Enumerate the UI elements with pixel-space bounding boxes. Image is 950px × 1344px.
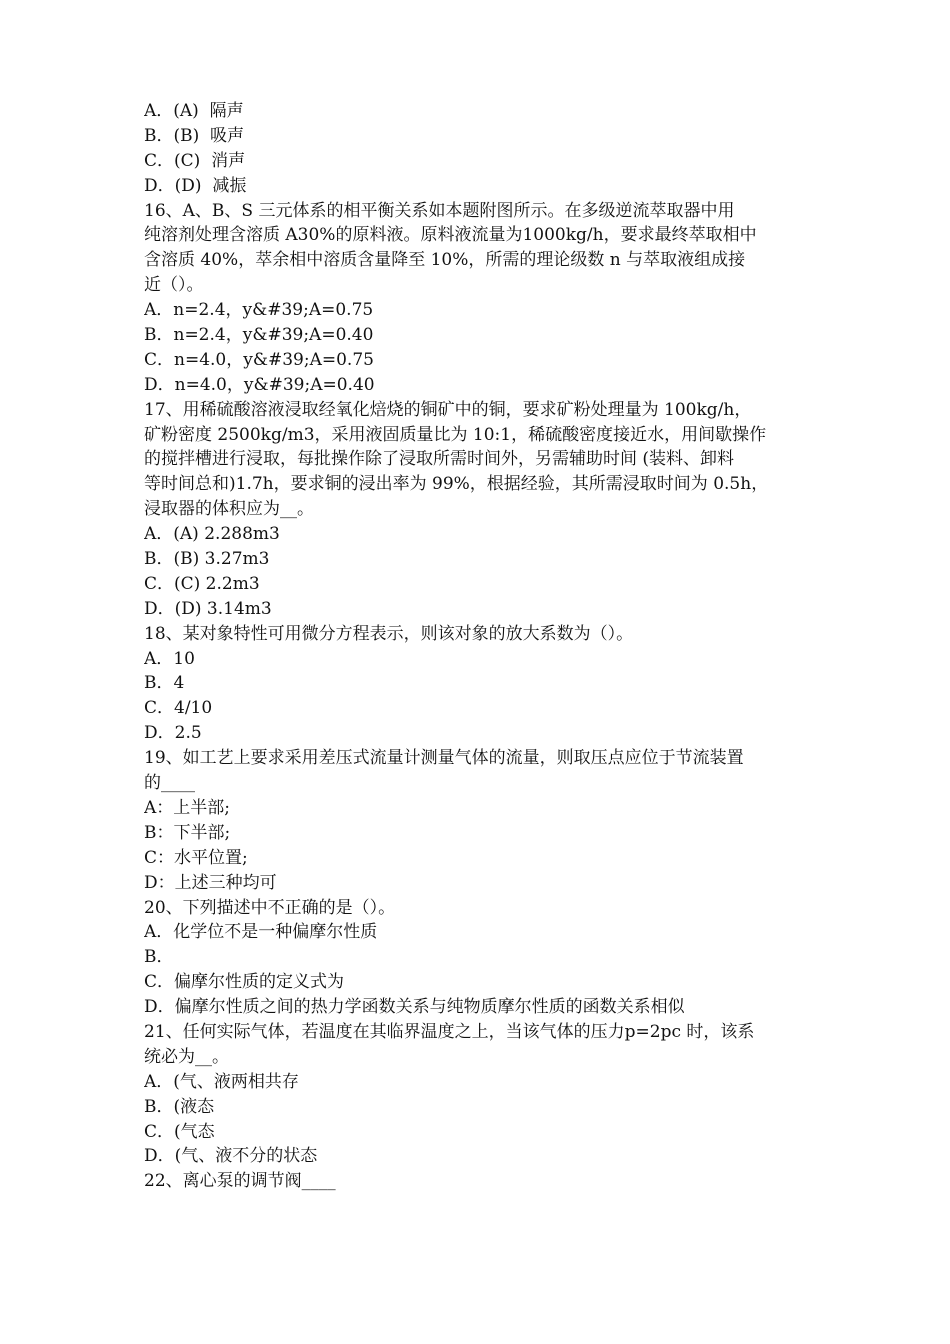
option-line: B．4 bbox=[144, 673, 185, 694]
question-22-line: 22、离心泵的调节阀____ bbox=[144, 1171, 336, 1192]
option-line: C．(C) 消声 bbox=[144, 150, 246, 171]
question-16-line: 16、A、B、S 三元体系的相平衡关系如本题附图所示。在多级逆流萃取器中用 bbox=[144, 200, 735, 221]
option-line: D．(气、液不分的状态 bbox=[144, 1146, 318, 1167]
option-line: B：下半部; bbox=[144, 822, 231, 843]
option-line: A．(A) 隔声 bbox=[144, 101, 244, 121]
option-line: D．(D) 3.14m3 bbox=[144, 598, 272, 619]
option-line: B．(液态 bbox=[144, 1096, 215, 1117]
option-line: B．(B) 吸声 bbox=[144, 125, 245, 146]
question-19-line: 19、如工艺上要求采用差压式流量计测量气体的流量，则取压点应位于节流装置 bbox=[144, 748, 744, 769]
question-16-line: 含溶质 40%，萃余相中溶质含量降至 10%，所需的理论级数 n 与萃取液组成接 bbox=[144, 250, 746, 271]
option-line: B．n=2.4，y&#39;A=0.40 bbox=[144, 325, 374, 346]
question-18-line: 18、某对象特性可用微分方程表示，则该对象的放大系数为（）。 bbox=[144, 623, 634, 644]
question-20-line: 20、下列描述中不正确的是（）。 bbox=[144, 897, 396, 918]
option-line: C：水平位置; bbox=[144, 847, 248, 868]
option-line: D．偏摩尔性质之间的热力学函数关系与纯物质摩尔性质的函数关系相似 bbox=[144, 997, 685, 1018]
option-line: A：上半部; bbox=[144, 797, 231, 818]
option-line: C．偏摩尔性质的定义式为 bbox=[144, 972, 345, 993]
option-line: A．10 bbox=[144, 648, 195, 669]
option-line: B．(B) 3.27m3 bbox=[144, 549, 270, 570]
option-line: C．(气态 bbox=[144, 1121, 215, 1142]
question-19-line: 的____ bbox=[144, 773, 195, 794]
option-line: A．n=2.4，y&#39;A=0.75 bbox=[144, 300, 374, 321]
option-line: D：上述三种均可 bbox=[144, 872, 277, 893]
option-line: C．n=4.0，y&#39;A=0.75 bbox=[144, 349, 374, 370]
question-16-line: 近（）。 bbox=[144, 275, 204, 296]
option-line: A．化学位不是一种偏摩尔性质 bbox=[144, 922, 378, 943]
option-line: D．n=4.0，y&#39;A=0.40 bbox=[144, 374, 375, 395]
question-16-line: 纯溶剂处理含溶质 A30%的原料液。原料液流量为1000kg/h，要求最终萃取相中 bbox=[144, 225, 757, 246]
option-line: B． bbox=[144, 947, 174, 968]
option-line: A．(A) 2.288m3 bbox=[144, 524, 280, 545]
option-line: C．4/10 bbox=[144, 698, 213, 719]
question-17-line: 的搅拌槽进行浸取，每批操作除了浸取所需时间外，另需辅助时间 (装料、卸料 bbox=[144, 449, 735, 470]
document-body bbox=[144, 99, 814, 1194]
question-17-line: 等时间总和)1.7h，要求铜的浸出率为 99%，根据经验，其所需浸取时间为 0.5h， bbox=[144, 474, 769, 495]
question-17-line: 矿粉密度 2500kg/m3，采用液固质量比为 10:1，稀硫酸密度接近水，用间歇操作 bbox=[144, 424, 767, 445]
option-line: D．2.5 bbox=[144, 723, 202, 744]
option-line: A．(气、液两相共存 bbox=[144, 1071, 299, 1092]
question-17-line: 17、用稀硫酸溶液浸取经氧化焙烧的铜矿中的铜，要求矿粉处理量为 100kg/h， bbox=[144, 399, 752, 420]
question-21-line: 21、任何实际气体，若温度在其临界温度之上，当该气体的压力p=2pc 时，该系 bbox=[144, 1021, 755, 1042]
question-21-line: 统必为__。 bbox=[144, 1046, 229, 1067]
option-line: D．(D) 减振 bbox=[144, 175, 247, 196]
question-17-line: 浸取器的体积应为__。 bbox=[144, 499, 314, 520]
option-line: C．(C) 2.2m3 bbox=[144, 573, 260, 594]
